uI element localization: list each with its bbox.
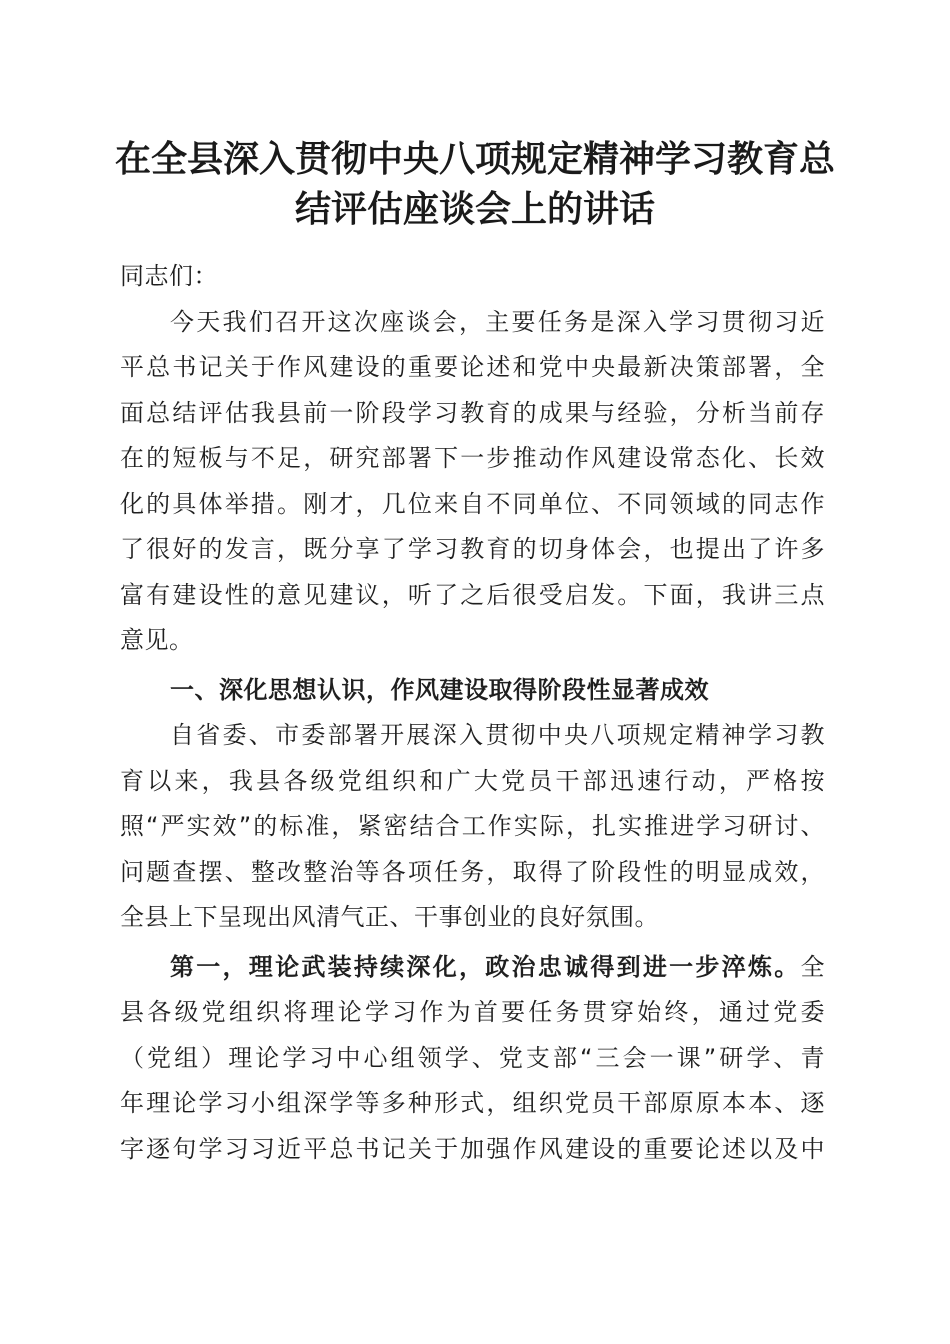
section-heading: 一、深化思想认识，作风建设取得阶段性显著成效	[170, 675, 709, 704]
paragraph-line: 问题查摆、整改整治等各项任务，取得了阶段性的明显成效，	[120, 857, 825, 886]
paragraph-line: 平总书记关于作风建设的重要论述和党中央最新决策部署，全	[120, 353, 825, 381]
paragraph-theory	[120, 945, 825, 1173]
point-lead: 第一，理论武装持续深化，政治忠诚得到进一步淬炼。	[170, 952, 801, 981]
paragraph-intro	[120, 300, 825, 664]
paragraph-line: 意见。	[120, 626, 194, 654]
paragraph-line: 富有建设性的意见建议，听了之后很受启发。下面，我讲三点	[120, 580, 825, 609]
title-line-2: 结评估座谈会上的讲话	[294, 188, 655, 230]
paragraph-line: （党组）理论学习中心组领学、党支部“三会一课”研学、青	[120, 1043, 825, 1072]
paragraph-line: 字逐句学习习近平总书记关于加强作风建设的重要论述以及中	[120, 1134, 825, 1163]
paragraph-achievements	[120, 713, 825, 941]
paragraph-line: 年理论学习小组深学等多种形式，组织党员干部原原本本、逐	[120, 1089, 825, 1117]
paragraph-line: 照“严实效”的标准，紧密结合工作实际，扎实推进学习研讨、	[120, 812, 825, 840]
document-body	[120, 254, 825, 1172]
paragraph-line: 面总结评估我县前一阶段学习教育的成果与经验，分析当前存	[120, 398, 825, 427]
paragraph-line: 育以来，我县各级党组织和广大党员干部迅速行动，严格按	[120, 766, 825, 795]
paragraph-line: 化的具体举措。刚才，几位来自不同单位、不同领域的同志作	[120, 489, 825, 518]
paragraph-line: 全县上下呈现出风清气正、干事创业的良好氛围。	[120, 903, 659, 931]
title-line-1: 在全县深入贯彻中央八项规定精神学习教育总	[114, 138, 835, 180]
greeting: 同志们：	[120, 262, 218, 290]
paragraph-line	[120, 945, 825, 991]
paragraph-line: 县各级党组织将理论学习作为首要任务贯穿始终，通过党委	[120, 998, 825, 1026]
point-lead-tail: 全	[800, 952, 825, 981]
paragraph-line: 了很好的发言，既分享了学习教育的切身体会，也提出了许多	[120, 535, 825, 563]
page-title	[110, 134, 840, 234]
paragraph-line: 自省委、市委部署开展深入贯彻中央八项规定精神学习教	[170, 721, 825, 749]
paragraph-line: 今天我们召开这次座谈会，主要任务是深入学习贯彻习近	[170, 307, 825, 336]
paragraph-line: 在的短板与不足，研究部署下一步推动作风建设常态化、长效	[120, 444, 825, 472]
